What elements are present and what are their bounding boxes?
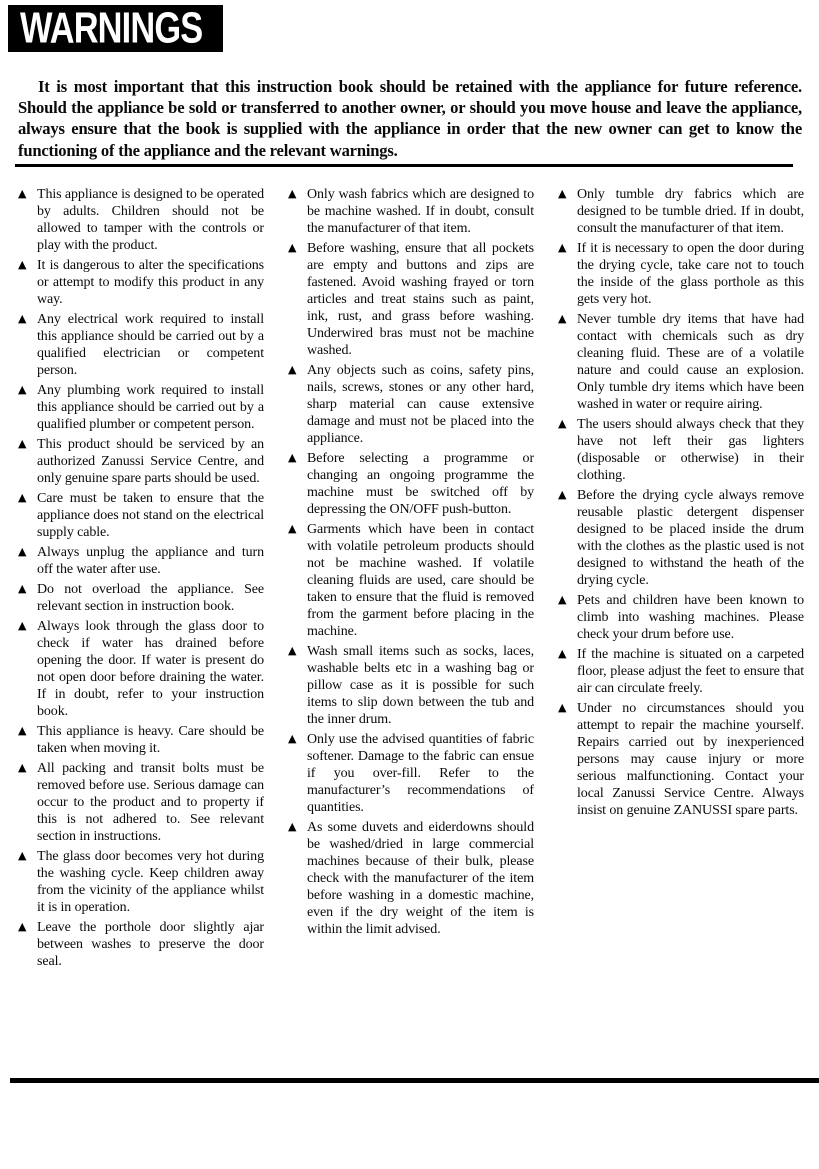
triangle-bullet-icon: ▲ bbox=[558, 417, 567, 430]
warning-item bbox=[558, 487, 804, 589]
triangle-bullet-icon: ▲ bbox=[288, 187, 297, 200]
triangle-bullet-icon: ▲ bbox=[18, 383, 27, 396]
warning-columns bbox=[18, 186, 804, 973]
triangle-bullet-icon: ▲ bbox=[18, 312, 27, 325]
warning-item bbox=[558, 240, 804, 308]
warning-text: Only tumble dry fabrics which are designed to be tumble dried. If in doubt, consult the manufacturer of that item. bbox=[577, 187, 804, 236]
warning-text: Care must be taken to ensure that the appliance does not stand on the electrical supply cable. bbox=[37, 491, 264, 540]
triangle-bullet-icon: ▲ bbox=[288, 241, 297, 254]
warnings-header-banner bbox=[8, 5, 223, 52]
warning-column-1 bbox=[18, 186, 264, 973]
triangle-bullet-icon: ▲ bbox=[288, 451, 297, 464]
triangle-bullet-icon: ▲ bbox=[18, 849, 27, 862]
triangle-bullet-icon: ▲ bbox=[558, 488, 567, 501]
triangle-bullet-icon: ▲ bbox=[558, 593, 567, 606]
warning-item bbox=[558, 646, 804, 697]
warning-item bbox=[288, 819, 534, 938]
warning-text: Before the drying cycle always remove reusable plastic detergent dispenser designed to be placed inside the drum with the clothes as the plastic used is not designed to withstand the heath of the drying cycle. bbox=[577, 488, 804, 588]
warning-item bbox=[558, 700, 804, 819]
warning-text: This product should be serviced by an authorized Zanussi Service Centre, and only genuine spare parts should be used. bbox=[37, 437, 264, 486]
warning-text: It is dangerous to alter the specifications or attempt to modify this product in any way. bbox=[37, 258, 264, 307]
triangle-bullet-icon: ▲ bbox=[558, 187, 567, 200]
warning-item bbox=[18, 618, 264, 720]
warning-item bbox=[288, 240, 534, 359]
warning-item bbox=[558, 416, 804, 484]
triangle-bullet-icon: ▲ bbox=[18, 920, 27, 933]
warning-item bbox=[18, 311, 264, 379]
triangle-bullet-icon: ▲ bbox=[288, 644, 297, 657]
triangle-bullet-icon: ▲ bbox=[18, 437, 27, 450]
warning-item bbox=[18, 257, 264, 308]
warning-text: All packing and transit bolts must be removed before use. Serious damage can occur to the product and to property if this is not adhered to. See relevant section in instructions. bbox=[37, 761, 264, 844]
warning-item bbox=[18, 186, 264, 254]
warning-text: Always look through the glass door to check if water has drained before opening the door. If water is present do not open door before draining the water. If in doubt, refer to your instruction book. bbox=[37, 619, 264, 719]
triangle-bullet-icon: ▲ bbox=[18, 491, 27, 504]
warning-text: Any objects such as coins, safety pins, nails, screws, stones or any other hard, sharp material can cause extensive damage and must not be placed into the appliance. bbox=[307, 363, 534, 446]
warning-item bbox=[288, 521, 534, 640]
warning-text: As some duvets and eiderdowns should be washed/dried in large commercial machines because of their bulk, please check with the manufacturer of the item before washing in a domestic machine, even if the dry weight of the item is within the limit advised. bbox=[307, 820, 534, 937]
warning-item bbox=[288, 450, 534, 518]
triangle-bullet-icon: ▲ bbox=[18, 545, 27, 558]
warning-text: Never tumble dry items that have had contact with chemicals such as dry cleaning fluid. These are of a volatile nature and could cause an explosion. Only tumble dry items which have been washed in water or require airing. bbox=[577, 312, 804, 412]
warning-text: The glass door becomes very hot during the washing cycle. Keep children away from the vicinity of the appliance whilst it is in operation. bbox=[37, 849, 264, 915]
warning-text: Do not overload the appliance. See relevant section in instruction book. bbox=[37, 582, 264, 614]
warning-text: Any electrical work required to install this appliance should be carried out by a qualified electrician or competent person. bbox=[37, 312, 264, 378]
warning-item bbox=[18, 544, 264, 578]
warning-item bbox=[288, 731, 534, 816]
header-divider-rule bbox=[15, 164, 793, 167]
warning-text: Always unplug the appliance and turn off the water after use. bbox=[37, 545, 264, 577]
warning-item bbox=[288, 362, 534, 447]
warning-item bbox=[558, 592, 804, 643]
triangle-bullet-icon: ▲ bbox=[558, 241, 567, 254]
warning-text: Only use the advised quantities of fabric softener. Damage to the fabric can ensue if you over-fill. Refer to the manufacturer’s recommendations of quantities. bbox=[307, 732, 534, 815]
warning-text: Leave the porthole door slightly ajar between washes to preserve the door seal. bbox=[37, 920, 264, 969]
warning-text: Pets and children have been known to climb into washing machines. Please check your drum before use. bbox=[577, 593, 804, 642]
warning-item bbox=[18, 723, 264, 757]
warning-item bbox=[558, 311, 804, 413]
triangle-bullet-icon: ▲ bbox=[18, 761, 27, 774]
warning-column-2 bbox=[288, 186, 534, 973]
warning-text: If the machine is situated on a carpeted floor, please adjust the feet to ensure that air can circulate freely. bbox=[577, 647, 804, 696]
warning-item bbox=[18, 382, 264, 433]
warning-item bbox=[18, 919, 264, 970]
warning-item bbox=[18, 436, 264, 487]
page-title: WARNINGS bbox=[20, 3, 203, 53]
warning-text: Garments which have been in contact with volatile petroleum products should not be machine washed. If volatile cleaning fluids are used, care should be taken to ensure that the fluid is removed from the garment before placing in the machine. bbox=[307, 522, 534, 639]
triangle-bullet-icon: ▲ bbox=[288, 522, 297, 535]
warning-text: Before washing, ensure that all pockets are empty and buttons and zips are fastened. Avoid washing frayed or torn articles and treat stains such as paint, ink, rust, and grass before washing. Underwired bras must not be machine washed. bbox=[307, 241, 534, 358]
triangle-bullet-icon: ▲ bbox=[18, 619, 27, 632]
triangle-bullet-icon: ▲ bbox=[18, 187, 27, 200]
triangle-bullet-icon: ▲ bbox=[18, 258, 27, 271]
warning-text: Any plumbing work required to install this appliance should be carried out by a qualified plumber or competent person. bbox=[37, 383, 264, 432]
triangle-bullet-icon: ▲ bbox=[18, 582, 27, 595]
warning-text: This appliance is heavy. Care should be taken when moving it. bbox=[37, 724, 264, 756]
warning-item bbox=[18, 490, 264, 541]
warning-text: Wash small items such as socks, laces, washable belts etc in a washing bag or pillow case as it is possible for such items to slip down between the tub and the inner drum. bbox=[307, 644, 534, 727]
warning-item bbox=[288, 643, 534, 728]
triangle-bullet-icon: ▲ bbox=[288, 820, 297, 833]
footer-rule bbox=[10, 1078, 819, 1083]
warning-item bbox=[18, 581, 264, 615]
warning-text: The users should always check that they have not left their gas lighters (disposable or otherwise) in their clothing. bbox=[577, 417, 804, 483]
warning-item bbox=[288, 186, 534, 237]
triangle-bullet-icon: ▲ bbox=[288, 732, 297, 745]
warning-item bbox=[18, 760, 264, 845]
intro-paragraph: It is most important that this instruction book should be retained with the appliance for future reference. Should the appliance be sold or transferred to another owner, or should you move house and leave the appliance, always ensure that the book is supplied with the appliance in order that the new owner can get to know the functioning of the appliance and the relevant warnings. bbox=[18, 77, 802, 160]
warning-text: Under no circumstances should you attempt to repair the machine yourself. Repairs carried out by inexperienced persons may cause injury or more serious malfunctioning. Contact your local Zanussi Service Centre. Always insist on genuine ZANUSSI spare parts. bbox=[577, 701, 804, 818]
warning-text: This appliance is designed to be operated by adults. Children should not be allowed to tamper with the controls or play with the product. bbox=[37, 187, 264, 253]
warning-item bbox=[18, 848, 264, 916]
triangle-bullet-icon: ▲ bbox=[18, 724, 27, 737]
triangle-bullet-icon: ▲ bbox=[558, 701, 567, 714]
warning-text: Before selecting a programme or changing an ongoing programme the machine must be switched off by depressing the ON/OFF push-button. bbox=[307, 451, 534, 517]
triangle-bullet-icon: ▲ bbox=[558, 647, 567, 660]
triangle-bullet-icon: ▲ bbox=[558, 312, 567, 325]
warning-column-3 bbox=[558, 186, 804, 973]
warning-text: If it is necessary to open the door during the drying cycle, take care not to touch the inside of the glass porthole as this gets very hot. bbox=[577, 241, 804, 307]
warning-item bbox=[558, 186, 804, 237]
triangle-bullet-icon: ▲ bbox=[288, 363, 297, 376]
warning-text: Only wash fabrics which are designed to be machine washed. If in doubt, consult the manufacturer of that item. bbox=[307, 187, 534, 236]
